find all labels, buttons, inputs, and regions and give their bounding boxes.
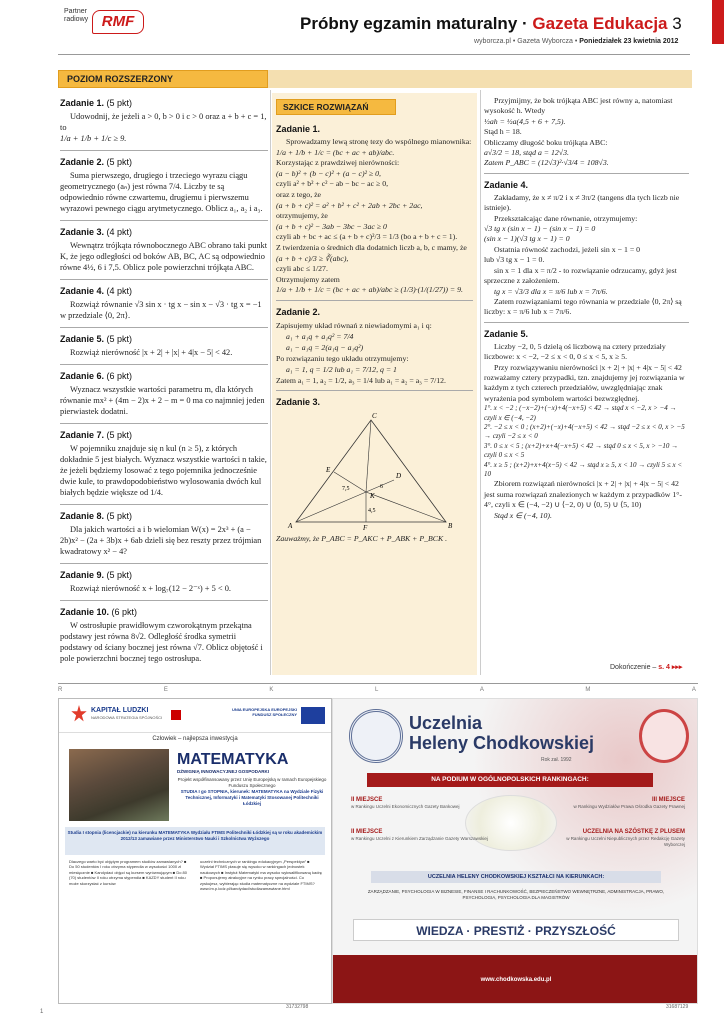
founding-year: Rok zał. 1992 [541, 757, 572, 763]
task-separator [60, 327, 268, 328]
task-separator [60, 600, 268, 601]
task-5 [60, 333, 268, 358]
task-6 [60, 370, 268, 417]
kapital-ludzki-logo: KAPITAŁ LUDZKI NARODOWA STRATEGIA SPÓJNOŚCI [91, 707, 163, 720]
task-heading: Zadanie 8. (5 pkt) [60, 511, 133, 521]
fields-banner: UCZELNIA HELENY CHODKOWSKIEJ KSZTAŁCI NA KIERUNKACH: [371, 871, 661, 883]
label-b: B [448, 521, 453, 530]
column-divider [480, 90, 481, 675]
ad-code: 31732798 [286, 1004, 309, 1010]
ranking-item: II MIEJSCE w Rankingu Uczelni Ekonomicznych Gazety Bankowej [351, 797, 460, 809]
task-text: Udowodnij, że jeżeli a > 0, b > 0 i c > 0 oraz a + b + c = 1, to [60, 112, 267, 132]
ad-title-line1: Uczelnia [409, 713, 483, 733]
eu-flag-icon [301, 707, 325, 724]
task-text: Rozwiąż równanie √3 sin x · tg x − sin x − √3 · tg x = −1 w przedziale ⟨0, 2π⟩. [60, 300, 262, 320]
triangle-figure [276, 410, 472, 530]
solution-1-body: Sprowadzamy lewą stronę tezy do wspólnego mianownika: 1/a + 1/b + 1/c = (bc + ac + ab)/abc. Korzystając z prawdziwej nierówności: (a − b)² + (b − c)² + (a − c)² ≥ 0, czyli a² + b² + c² − ab − bc − ac ≥ 0, oraz z tego, że (a + b + c)² = a² + b² + c² + 2ab + 2bc + 2ac, otrzymujemy, że (a + b + c)² − 3ab − 3bc − 3ac ≥ 0 czyli ab + bc + ac ≤ (a + b + c)²/3 = 1/3 (bo a + b + c = 1). Z twierdzenia o średnich dla dodatnich liczb a, b, c mamy, że (a + b + c)/3 ≥ ∛(abc), czyli abc ≤ 1/27. Otrzymujemy zatem 1/a + 1/b + 1/c = (bc + ac + ab)/abc ≥ (1/3)·(1/(1/27)) = 9. [276, 137, 472, 295]
solution-4-body: Zakładamy, że x ≠ π/2 i x ≠ 3π/2 (tangens dla tych liczb nie istnieje). Przekształcając dane równanie, otrzymujemy: √3 tg x (sin x − 1) − (sin x − 1) = 0 (sin x − 1)(√3 tg x − 1) = 0 Ostatnia równość zachodzi, jeżeli sin x − 1 = 0 lub √3 tg x − 1 = 0. sin x = 1 dla x = π/2 - to rozwiązanie odrzucamy, gdyż jest sprzeczne z założeniem. tg x = √3/3 dla x = π/6 lub x = 7π/6. Zatem rozwiązaniami tego równania w przedziale ⟨0, 2π⟩ są liczby: x = π/6 lub x = 7π/6. [484, 192, 682, 317]
task-text: Wyznacz wszystkie wartości parametru m, dla których równanie mx² + (4m − 2)x + 2 − m = 0 ma co najmniej jeden pierwiastek dodatni. [60, 385, 265, 416]
ad-title-line2: Heleny Chodkowskiej [409, 733, 595, 753]
ranking-item: III MIEJSCE w Rankingu Wydziałów Prawa Ośrodka Gazety Prawnej [573, 797, 685, 809]
task-text: Rozwiąż nierówność x + log₇(12 − 2⁻ˣ) + 5 < 0. [70, 584, 231, 593]
eu-text: UNIA EUROPEJSKA EUROPEJSKI FUNDUSZ SPOŁECZNY [231, 707, 297, 717]
task-heading: Zadanie 4. (4 pkt) [60, 286, 133, 296]
rmf-logo: RMF [92, 10, 144, 34]
task-heading: Zadanie 7. (5 pkt) [60, 430, 133, 440]
ranking-item: II MIEJSCE w Rankingu Uczelni z Kierunkiem Zarządzanie Gazety Warszawskiej [351, 829, 488, 841]
label-k: K [370, 491, 375, 500]
segment-ka [296, 492, 366, 522]
university-seal-icon [349, 709, 403, 763]
solution-3-caption: Zauważmy, że P_ABC = P_AKC + P_ABK + P_BCK . [276, 533, 448, 543]
ad-body: Dlaczego warto być objętym programem studiów zamawianych? ■ Do 50 studentów I roku otrzyma stypendia w wysokości 1000 zł miesięcznie ■ Kandydaci objęci są kursem wyrównującym ■ Do 80 (70) studentów II roku otrzyma stypendia ■ KAZDY student II roku może skorzystać z kursów uczelni technicznych w rankingu edukacyjnym „Perspektyw” ■ Wydział FTIMS plasuje się wysoko w rankingach jednostek naukowych ■ Instytut Matematyki ma wysoko wykwalifikowaną kadrę ■ Proponujemy atrakcyjne na rynku pracy specjalności. Co zyskujesz, wybierając studia matematyczne na wydziale FTIMS? www.im.p.lodz.pl/kandydaci/studiazamawiane.html [69, 859, 323, 892]
continuation-note[interactable]: Dokończenie – s. 4 ▸▸▸ [610, 664, 683, 671]
building-image [465, 795, 557, 851]
segment-kc [366, 420, 371, 492]
distance-label: 6 [380, 483, 383, 490]
title-dot: · [517, 14, 533, 33]
ad-project-info: Projekt współfinansowany przez Unię Europejską w ramach Europejskiego Funduszu Społecznego STUDIA I go STOPNIA, kierunek: MATEMATYKA na Wydziale Fizyki Technicznej, Informatyki i Matematyki Stosowanej Politechniki Łódzkiej [177, 777, 327, 806]
red-edge-bar [712, 0, 724, 44]
task-1 [60, 97, 268, 144]
ad-motto: WIEDZA · PRESTIŻ · PRZYSZŁOŚĆ [353, 919, 679, 941]
solution-heading: Zadanie 5. [484, 328, 529, 339]
tasks-column [60, 95, 268, 670]
task-separator [60, 364, 268, 365]
task-separator [60, 220, 268, 221]
solution-separator [484, 322, 689, 323]
task-text: W pojemniku znajduje się n kul (n ≥ 5), z których dokładnie 5 jest białych. Wyznacz wszystkie wartości n takie, że jeżeli będziemy losować z tego pojemnika jednocześnie dwie kule, to prawdopodobieństwo wylosowania dwóch kul białych będzie większe od 1/4. [60, 444, 267, 497]
task-text: Rozwiąż nierówność |x + 2| + |x| + 4|x − 5| < 42. [70, 348, 233, 357]
task-4 [60, 285, 268, 321]
triangle-abc [296, 420, 446, 522]
task-heading: Zadanie 10. (6 pkt) [60, 607, 138, 617]
distance-label: 4,5 [368, 507, 376, 514]
task-heading: Zadanie 3. (4 pkt) [60, 227, 133, 237]
task-formula: 1/a + 1/b + 1/c ≥ 9. [60, 134, 127, 143]
kapital-ludzki-star-icon [71, 705, 87, 723]
students-photo [69, 749, 169, 821]
task-text: W ostrosłupie prawidłowym czworokątnym przekątna podstawy jest równa 8√2. Odległość środka symetrii podstawy od ściany bocznej jest równa √7. Oblicz objętość i pole powierzchni bocznej tego ostrosłupa. [60, 621, 263, 663]
fields-list: ZARZĄDZANIE, PSYCHOLOGIA W BIZNESIE, FINANSE I RACHUNKOWOŚĆ, BEZPIECZEŃSTWO WEWNĘTRZNE, ADMINISTRACJA, PRAWO, PSYCHOLOGIA, PSYCHOLOGIA DLA MAGISTRÓW [367, 889, 665, 900]
ad-headline: MATEMATYKA [177, 751, 289, 768]
politechnika-logo-icon [171, 710, 181, 720]
task-3 [60, 226, 268, 273]
podium-banner: NA PODIUM W OGÓLNOPOLSKICH RANKINGACH: [367, 773, 653, 787]
task-10 [60, 606, 268, 664]
title-brand: Gazeta Edukacja [532, 14, 668, 33]
ad-uczelnia[interactable] [332, 698, 698, 1004]
task-heading: Zadanie 6. (6 pkt) [60, 371, 133, 381]
advertisement-label: R E K L A M A [58, 687, 698, 693]
label-f: F [363, 523, 368, 530]
ad-divider [58, 683, 698, 684]
task-text: Suma pierwszego, drugiego i trzeciego wyrazu ciągu geometrycznego (aₙ) jest równa 7/4. Liczby te są odpowiednio równe czwartemu, drugiemu i pierwszemu wyrazowi pewnego ciągu arytmetycznego. Oblicz a₁, a₂ i a₃. [60, 171, 263, 213]
segment-ke [334, 472, 366, 492]
task-7 [60, 429, 268, 498]
task-2 [60, 156, 268, 214]
partner-label: Partner radiowy [64, 8, 89, 23]
column-divider [270, 90, 271, 675]
solutions-banner: SZKICE ROZWIĄZAŃ [276, 99, 396, 115]
solution-5-body: Liczby −2, 0, 5 dzielą oś liczbową na cztery przedziały liczbowe: x < −2, −2 ≤ x < 0, 0 ≤ x < 5, x ≥ 5. Przy rozwiązywaniu nierówności |x + 2| + |x| + 4|x − 5| < 42 rozważamy cztery przypadki, tzn. znajdujemy jej rozwiązania w każdym z tych czterech przedziałów, uwzględniając znak wyrażenia pod symbolem wartości bezwzględnej. 1°. x < −2 ; (−x−2)+(−x)+4(−x+5) < 42 → stąd x < −2, x > −4 → czyli x ∈ (−4, −2) 2°. −2 ≤ x < 0 ; (x+2)+(−x)+4(−x+5) < 42 → stąd −2 ≤ x < 0, x > −5 → czyli −2 ≤ x < 0 3°. 0 ≤ x < 5 ; (x+2)+x+4(−x+5) < 42 → stąd 0 ≤ x < 5, x > −10 → czyli 0 ≤ x < 5 4°. x ≥ 5 ; (x+2)+x+4(x−5) < 42 → stąd x ≥ 5, x < 10 → czyli 5 ≤ x < 10 Zbiorem rozwiązań nierówności |x + 2| + |x| + 4|x − 5| < 42 jest suma rozwiązań znalezionych w każdym z przypadków 1°- 4°, czyli x ∈ (−4, −2) ∪ ⟨−2, 0) ∪ ⟨0, 5) ∪ ⟨5, 10) Stąd x ∈ (−4, 10). [484, 341, 685, 520]
page-number: 3 [667, 14, 682, 33]
subtitle-source: wyborcza.pl • Gazeta Wyborcza • [474, 38, 580, 45]
page-subtitle [474, 37, 678, 46]
task-heading: Zadanie 5. (5 pkt) [60, 334, 133, 344]
ad-website-link[interactable]: www.chodkowska.edu.pl [333, 955, 698, 1004]
segment-kb [366, 492, 446, 522]
label-e: E [326, 465, 331, 474]
ad-studies-box: Studia I stopnia (licencjackie) na kierunku MATEMATYKA Wydziału FTIMS Politechniki Łódzkiej są w roku akademickim 2012/13 zamawiane przez Ministerstwo Nauki i Szkolnictwa Wyższego [65, 827, 325, 855]
solution-heading: Zadanie 2. [276, 306, 321, 317]
task-8 [60, 510, 268, 557]
ranking-emblem-icon [639, 709, 689, 763]
page-title [300, 14, 682, 34]
task-separator [60, 504, 268, 505]
label-c: C [372, 411, 377, 420]
distance-label: 7,5 [342, 485, 350, 492]
solutions-column [272, 93, 477, 675]
solution-heading: Zadanie 3. [276, 396, 321, 407]
ad-matematyka[interactable] [58, 698, 332, 1004]
ad-logos [59, 699, 331, 733]
ad-slogan: Człowiek – najlepsza inwestycja [152, 736, 238, 742]
task-heading: Zadanie 2. (5 pkt) [60, 157, 133, 167]
subtitle-date: Poniedziałek 23 kwietnia 2012 [579, 38, 679, 45]
task-separator [60, 279, 268, 280]
solution-heading: Zadanie 1. [276, 124, 321, 134]
ad-subheadline: DŹWIGNIĄ INNOWACYJNEJ GOSPODARKI [177, 769, 270, 774]
task-separator [60, 563, 268, 564]
task-separator [60, 423, 268, 424]
task-text: Dla jakich wartości a i b wielomian W(x) = 2x³ + (a − 2b)x² − (2a + 3b)x + 6ab dzieli się bez reszty przez trójmian kwadratowy x² − 4? [60, 525, 262, 556]
banner-strip [268, 70, 692, 88]
ranking-item: UCZELNIA NA SZÓSTKĘ Z PLUSEM w Rankingu Uczelni Niepublicznych przez Redakcję Gazety Wyborczej [566, 829, 685, 847]
solution-heading: Zadanie 4. [484, 179, 529, 190]
label-a: A [288, 521, 293, 530]
task-heading: Zadanie 9. (5 pkt) [60, 570, 133, 580]
solutions-column-right [484, 96, 689, 521]
level-banner-label: POZIOM ROZSZERZONY [67, 74, 174, 84]
task-heading: Zadanie 1. (5 pkt) [60, 98, 133, 108]
task-9 [60, 569, 268, 594]
task-separator [60, 150, 268, 151]
solution-2-body: Zapisujemy układ równań z niewiadomymi a₁ i q: a₁ + a₁q + a₁q² = 7/4 a₁ − a₁q = 2(a₁q − a₁q²) Po rozwiązaniu tego układu otrzymujemy: a₁ = 1, q = 1/2 lub a₁ = 7/12, q = 1 Zatem a₁ = 1, a₂ = 1/2, a₃ = 1/4 lub a₁ = a₂ = a₃ = 7/12. [276, 320, 447, 385]
header-divider [58, 54, 690, 55]
solution-3-continued: Przyjmijmy, że bok trójkąta ABC jest równy a, natomiast wysokość h. Wtedy ½ah = ½a(4,5 + 6 + 7,5). Stąd h = 18. Obliczamy długość boku trójkąta ABC: a√3/2 = 18, stąd a = 12√3. Zatem P_ABC = (12√3)²·√3/4 = 108√3. [484, 96, 673, 168]
page-footer-number: 1 [40, 1009, 44, 1015]
solution-separator [276, 390, 473, 391]
level-banner [58, 70, 268, 88]
task-text: Wewnątrz trójkąta równobocznego ABC obrano taki punkt K, że jego odległości od boków AB, BC, AC są odpowiednio równe 4½, 6 i 7,5. Oblicz pole powierzchni trójkąta ABC. [60, 241, 268, 272]
title-main: Próbny egzamin maturalny [300, 14, 518, 33]
label-d: D [396, 471, 402, 480]
ad-code: 31687129 [666, 1004, 689, 1010]
solution-separator [276, 300, 473, 301]
solution-separator [484, 173, 689, 174]
